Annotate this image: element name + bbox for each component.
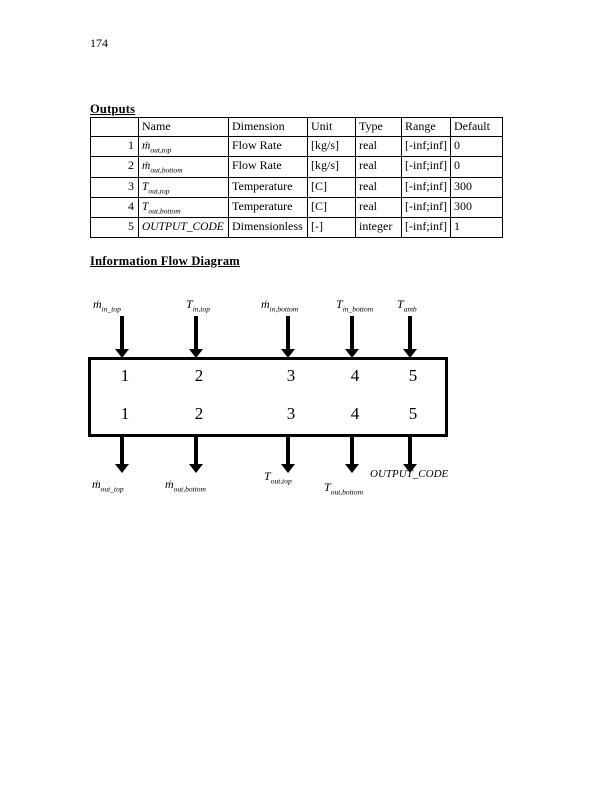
output-label: ṁ$_{out,bottom}$ bbox=[165, 477, 206, 494]
cell-type: real bbox=[356, 177, 402, 197]
cell-default: 0 bbox=[450, 137, 502, 157]
input-arrow bbox=[281, 316, 295, 358]
cell-dimension: Temperature bbox=[229, 177, 308, 197]
cell-range: [-inf;inf] bbox=[402, 177, 451, 197]
output-arrow bbox=[115, 437, 129, 473]
row-number: 3 bbox=[91, 177, 139, 197]
table-corner-cell bbox=[91, 118, 139, 137]
cell-dimension: Flow Rate bbox=[229, 137, 308, 157]
input-port-number: 2 bbox=[194, 366, 204, 385]
table-row bbox=[91, 197, 503, 217]
cell-dimension: Dimensionless bbox=[229, 218, 308, 238]
cell-unit: [kg/s] bbox=[308, 157, 356, 177]
column-header-range: Range bbox=[402, 118, 451, 137]
row-number: 4 bbox=[91, 197, 139, 217]
cell-type: real bbox=[356, 157, 402, 177]
input-port-number: 1 bbox=[120, 366, 130, 385]
input-port-number: 4 bbox=[350, 366, 360, 385]
input-label: ṁ$_{in\_top}$ bbox=[93, 297, 121, 314]
input-arrow bbox=[403, 316, 417, 358]
output-arrow bbox=[281, 437, 295, 473]
table-header-row bbox=[91, 118, 503, 137]
output-port-number: 1 bbox=[120, 404, 130, 423]
output-arrow bbox=[189, 437, 203, 473]
table-row bbox=[91, 177, 503, 197]
table-row bbox=[91, 218, 503, 238]
cell-default: 0 bbox=[450, 157, 502, 177]
row-number: 5 bbox=[91, 218, 139, 238]
input-arrow bbox=[345, 316, 359, 358]
cell-unit: [-] bbox=[308, 218, 356, 238]
output-port-number: 3 bbox=[286, 404, 296, 423]
output-label: $T_{out,bottom}$ bbox=[324, 480, 363, 497]
input-label: $T_{in,top}$ bbox=[186, 297, 210, 314]
cell-type: real bbox=[356, 197, 402, 217]
cell-range: [-inf;inf] bbox=[402, 218, 451, 238]
input-label: $T_{amb}$ bbox=[397, 297, 417, 314]
component-box bbox=[88, 357, 448, 437]
column-header-default: Default bbox=[450, 118, 502, 137]
column-header-type: Type bbox=[356, 118, 402, 137]
output-port-number: 4 bbox=[350, 404, 360, 423]
cell-name: ṁ$_{out,top}$ bbox=[139, 137, 229, 157]
output-port-number: 5 bbox=[408, 404, 418, 423]
cell-unit: [C] bbox=[308, 197, 356, 217]
input-port-number: 3 bbox=[286, 366, 296, 385]
cell-range: [-inf;inf] bbox=[402, 197, 451, 217]
cell-default: 300 bbox=[450, 177, 502, 197]
cell-dimension: Temperature bbox=[229, 197, 308, 217]
cell-range: [-inf;inf] bbox=[402, 157, 451, 177]
input-arrow bbox=[115, 316, 129, 358]
page-number: 174 bbox=[90, 36, 108, 50]
column-header-unit: Unit bbox=[308, 118, 356, 137]
column-header-name: Name bbox=[139, 118, 229, 137]
input-label: $T_{in\_bottom}$ bbox=[336, 297, 374, 314]
cell-type: real bbox=[356, 137, 402, 157]
input-port-number: 5 bbox=[408, 366, 418, 385]
cell-unit: [kg/s] bbox=[308, 137, 356, 157]
output-label: ṁ$_{out\_top}$ bbox=[92, 477, 124, 494]
cell-default: 300 bbox=[450, 197, 502, 217]
input-arrow bbox=[189, 316, 203, 358]
outputs-table bbox=[90, 117, 503, 238]
column-header-dimension: Dimension bbox=[229, 118, 308, 137]
cell-unit: [C] bbox=[308, 177, 356, 197]
cell-name: $T_{out,bottom}$ bbox=[139, 197, 229, 217]
cell-name: $T_{out,top}$ bbox=[139, 177, 229, 197]
cell-default: 1 bbox=[450, 218, 502, 238]
cell-name: ṁ$_{out,bottom}$ bbox=[139, 157, 229, 177]
cell-dimension: Flow Rate bbox=[229, 157, 308, 177]
input-label: ṁ$_{in,bottom}$ bbox=[261, 297, 299, 314]
row-number: 2 bbox=[91, 157, 139, 177]
cell-type: integer bbox=[356, 218, 402, 238]
output-label: OUTPUT_CODE bbox=[370, 468, 449, 480]
table-row bbox=[91, 157, 503, 177]
output-arrow bbox=[345, 437, 359, 473]
information-flow-diagram-heading: Information Flow Diagram bbox=[90, 254, 240, 268]
cell-range: [-inf;inf] bbox=[402, 137, 451, 157]
table-row bbox=[91, 137, 503, 157]
cell-name: OUTPUT_CODE bbox=[139, 218, 229, 238]
outputs-heading: Outputs bbox=[90, 102, 136, 116]
row-number: 1 bbox=[91, 137, 139, 157]
output-label: $T_{out,top}$ bbox=[264, 469, 292, 486]
output-port-number: 2 bbox=[194, 404, 204, 423]
